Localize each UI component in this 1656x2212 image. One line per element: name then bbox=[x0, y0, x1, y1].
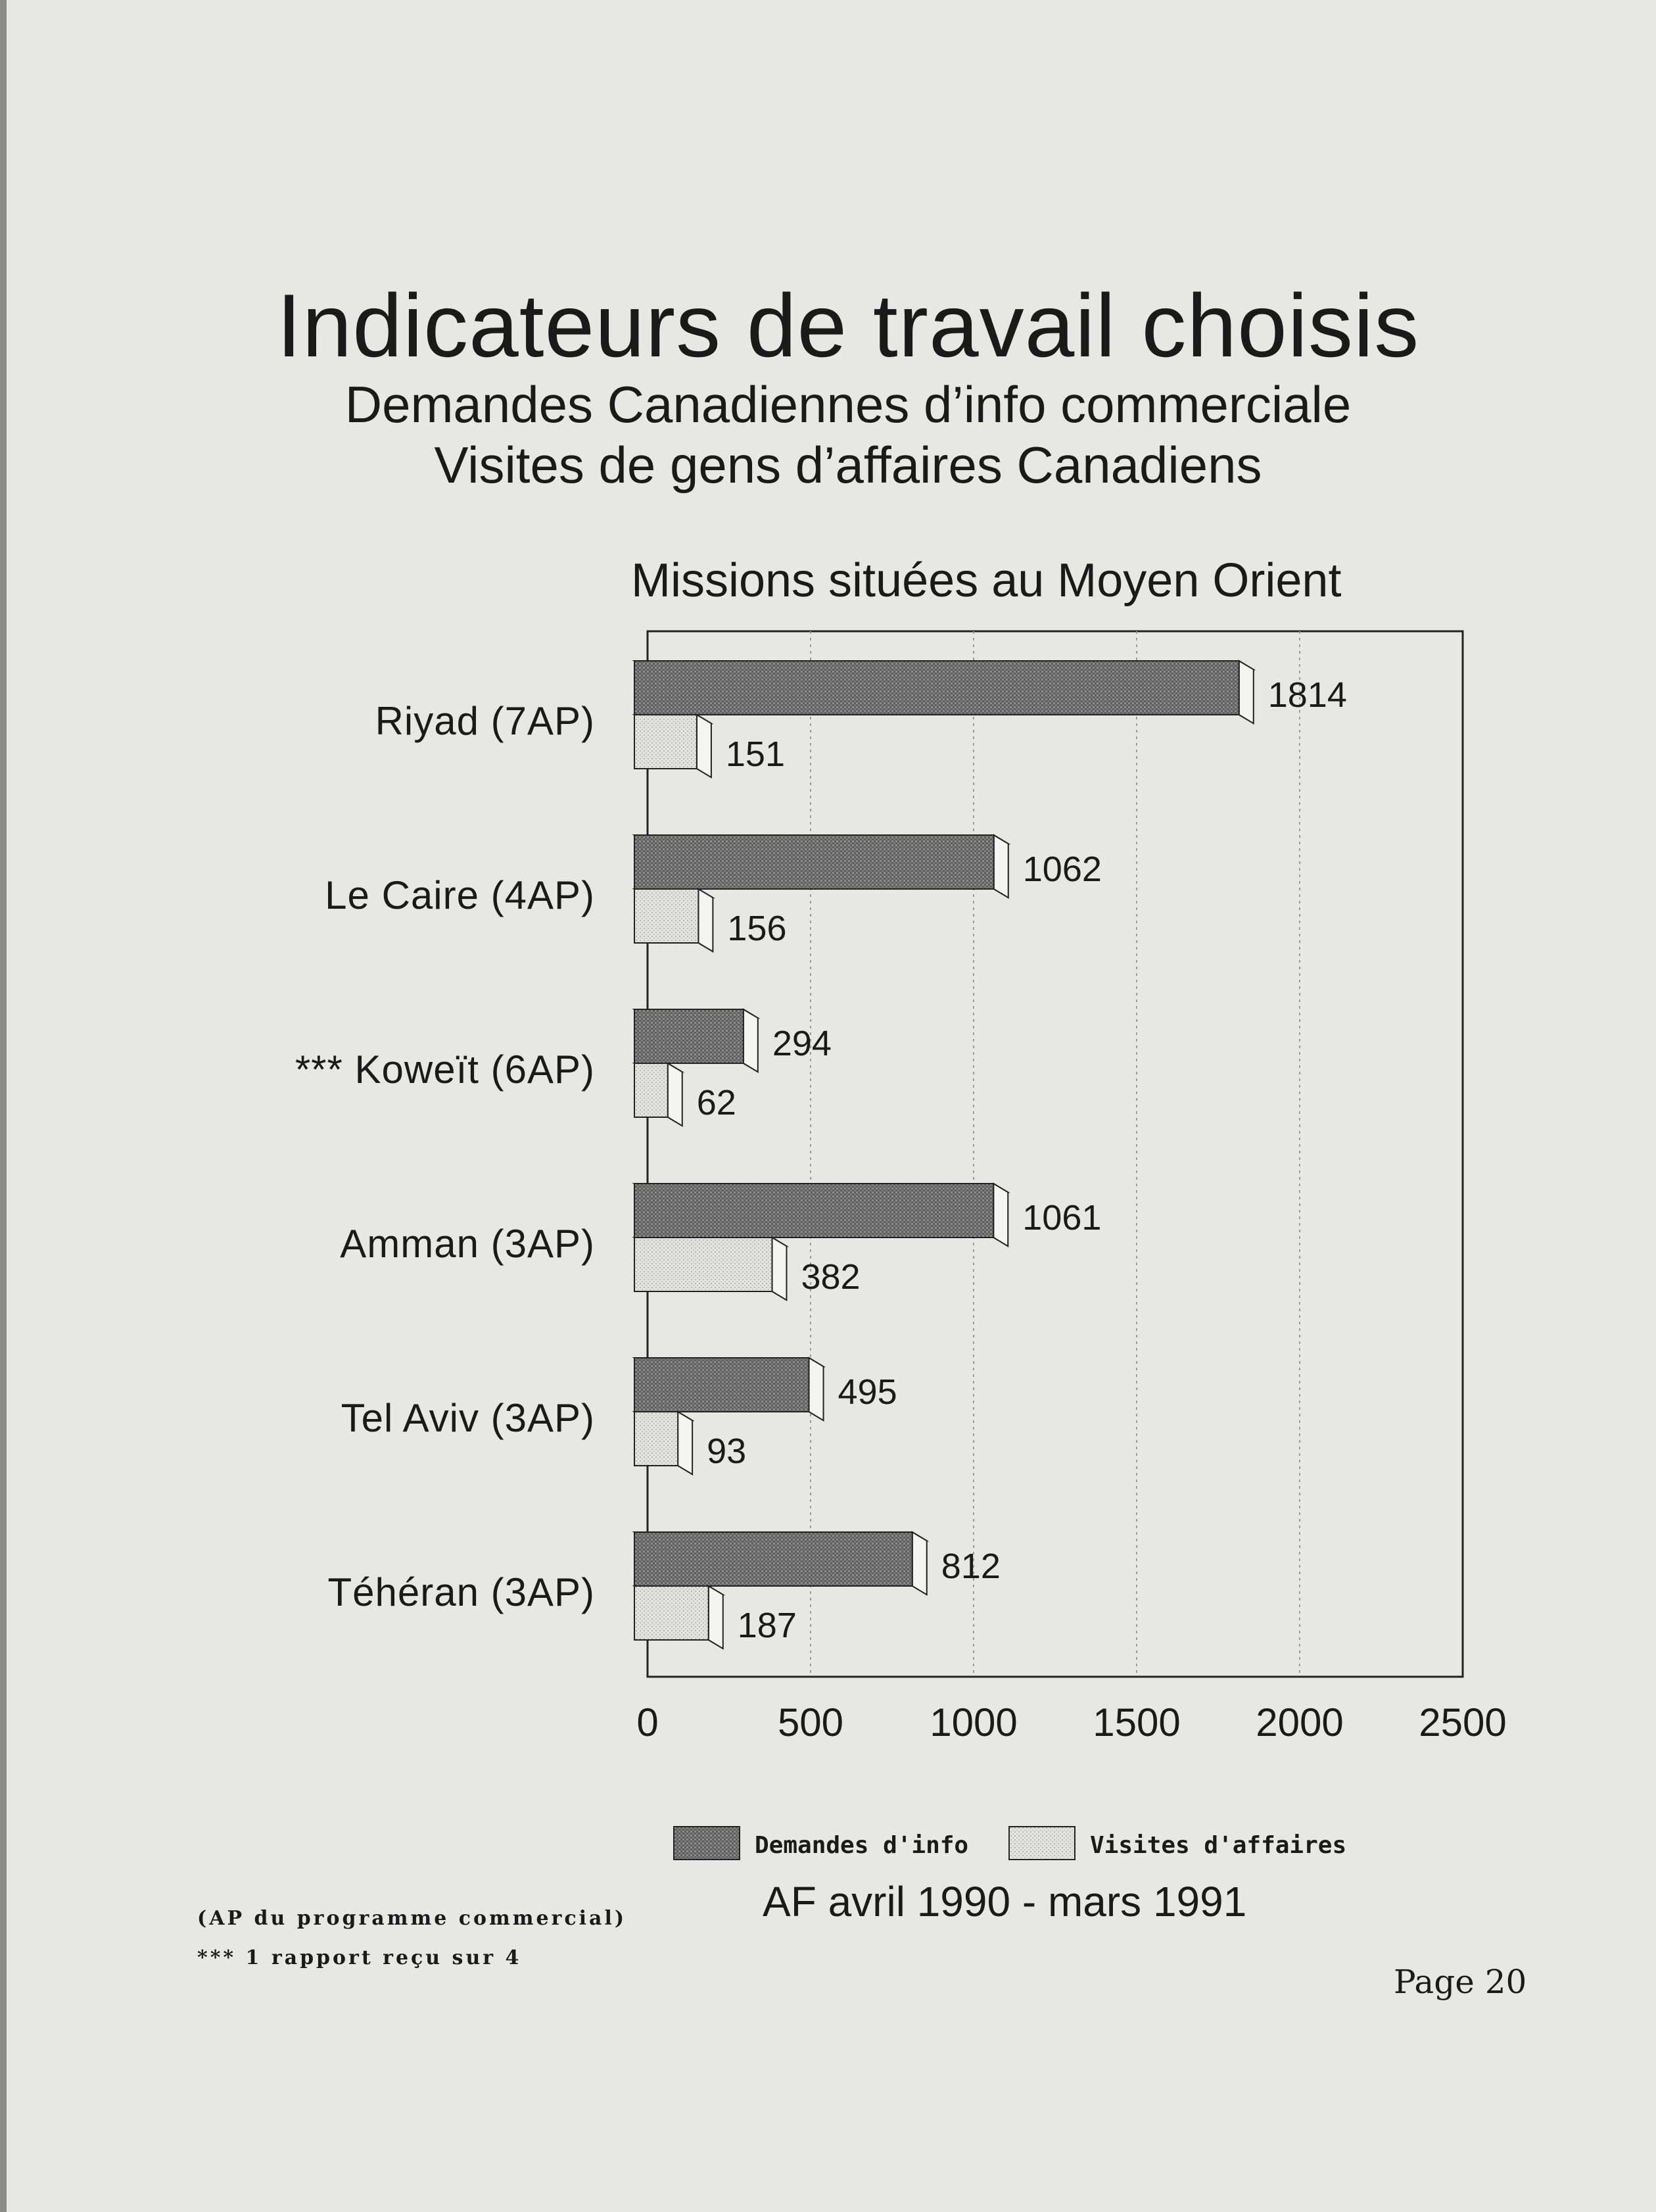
bar-visites-side bbox=[698, 889, 713, 951]
bar-visites-side bbox=[772, 1238, 786, 1300]
plot-frame bbox=[648, 631, 1463, 1677]
data-label: 1062 bbox=[1022, 850, 1102, 889]
bar-demandes bbox=[634, 661, 1239, 715]
footnote-program: (AP du programme commercial) bbox=[197, 1907, 627, 1930]
category-label: Tel Aviv (3AP) bbox=[341, 1396, 595, 1440]
x-tick-label: 1000 bbox=[930, 1700, 1018, 1744]
data-label: 495 bbox=[838, 1372, 897, 1412]
data-label: 156 bbox=[727, 909, 787, 948]
page-title: Indicateurs de travail choisis bbox=[276, 276, 1420, 375]
page-subtitle-visits: Visites de gens d’affaires Canadiens bbox=[434, 436, 1262, 494]
category-label: Amman (3AP) bbox=[340, 1222, 595, 1266]
data-label: 1814 bbox=[1267, 675, 1347, 715]
bar-demandes-side bbox=[809, 1358, 824, 1420]
bar-demandes-side bbox=[993, 1184, 1008, 1246]
bar-visites-side bbox=[668, 1063, 682, 1126]
x-tick-label: 2000 bbox=[1256, 1700, 1344, 1744]
bar-demandes-side bbox=[744, 1009, 758, 1072]
bar-visites bbox=[634, 1238, 772, 1291]
bar-visites bbox=[634, 1412, 678, 1466]
bar-demandes-side bbox=[1239, 661, 1254, 723]
bar-demandes bbox=[634, 835, 994, 889]
bar-visites-side bbox=[709, 1586, 723, 1648]
bar-demandes-side bbox=[912, 1532, 927, 1595]
bar-demandes bbox=[634, 1009, 744, 1063]
legend-label-demandes: Demandes d'info bbox=[755, 1832, 969, 1859]
bar-visites bbox=[634, 715, 697, 769]
bar-visites-side bbox=[678, 1412, 692, 1474]
bar-demandes bbox=[634, 1358, 809, 1412]
category-label: Le Caire (4AP) bbox=[325, 873, 595, 917]
chart-title: Missions situées au Moyen Orient bbox=[631, 554, 1342, 607]
data-label: 812 bbox=[941, 1547, 1001, 1586]
bar-visites-side bbox=[697, 715, 711, 777]
legend-swatch-visites bbox=[1009, 1827, 1075, 1860]
bar-demandes bbox=[634, 1532, 912, 1586]
bar-visites bbox=[634, 889, 698, 943]
data-label: 151 bbox=[725, 734, 786, 774]
category-label: Téhéran (3AP) bbox=[327, 1570, 595, 1614]
legend-swatch-demandes bbox=[674, 1827, 740, 1860]
bar-visites bbox=[634, 1586, 709, 1640]
data-label: 62 bbox=[696, 1083, 736, 1122]
x-tick-label: 0 bbox=[636, 1700, 659, 1744]
legend-label-visites: Visites d'affaires bbox=[1090, 1832, 1347, 1859]
bar-demandes-side bbox=[994, 835, 1008, 898]
data-label: 382 bbox=[801, 1257, 861, 1297]
data-label: 1061 bbox=[1022, 1198, 1102, 1238]
page-number: Page 20 bbox=[1394, 1963, 1527, 2001]
page-subtitle-info: Demandes Canadiennes d’info commerciale bbox=[344, 375, 1352, 433]
data-label: 294 bbox=[772, 1024, 832, 1063]
period-label: AF avril 1990 - mars 1991 bbox=[763, 1878, 1247, 1925]
category-label: Riyad (7AP) bbox=[375, 699, 595, 743]
category-label: *** Koweït (6AP) bbox=[295, 1047, 595, 1092]
x-tick-label: 500 bbox=[777, 1700, 844, 1744]
bar-demandes bbox=[634, 1184, 993, 1238]
x-tick-label: 2500 bbox=[1419, 1700, 1507, 1744]
bar-visites bbox=[634, 1063, 668, 1117]
data-label: 93 bbox=[707, 1431, 747, 1471]
footnote-kuwait: *** 1 rapport reçu sur 4 bbox=[197, 1946, 522, 1969]
data-label: 187 bbox=[737, 1606, 797, 1645]
x-tick-label: 1500 bbox=[1093, 1700, 1181, 1744]
